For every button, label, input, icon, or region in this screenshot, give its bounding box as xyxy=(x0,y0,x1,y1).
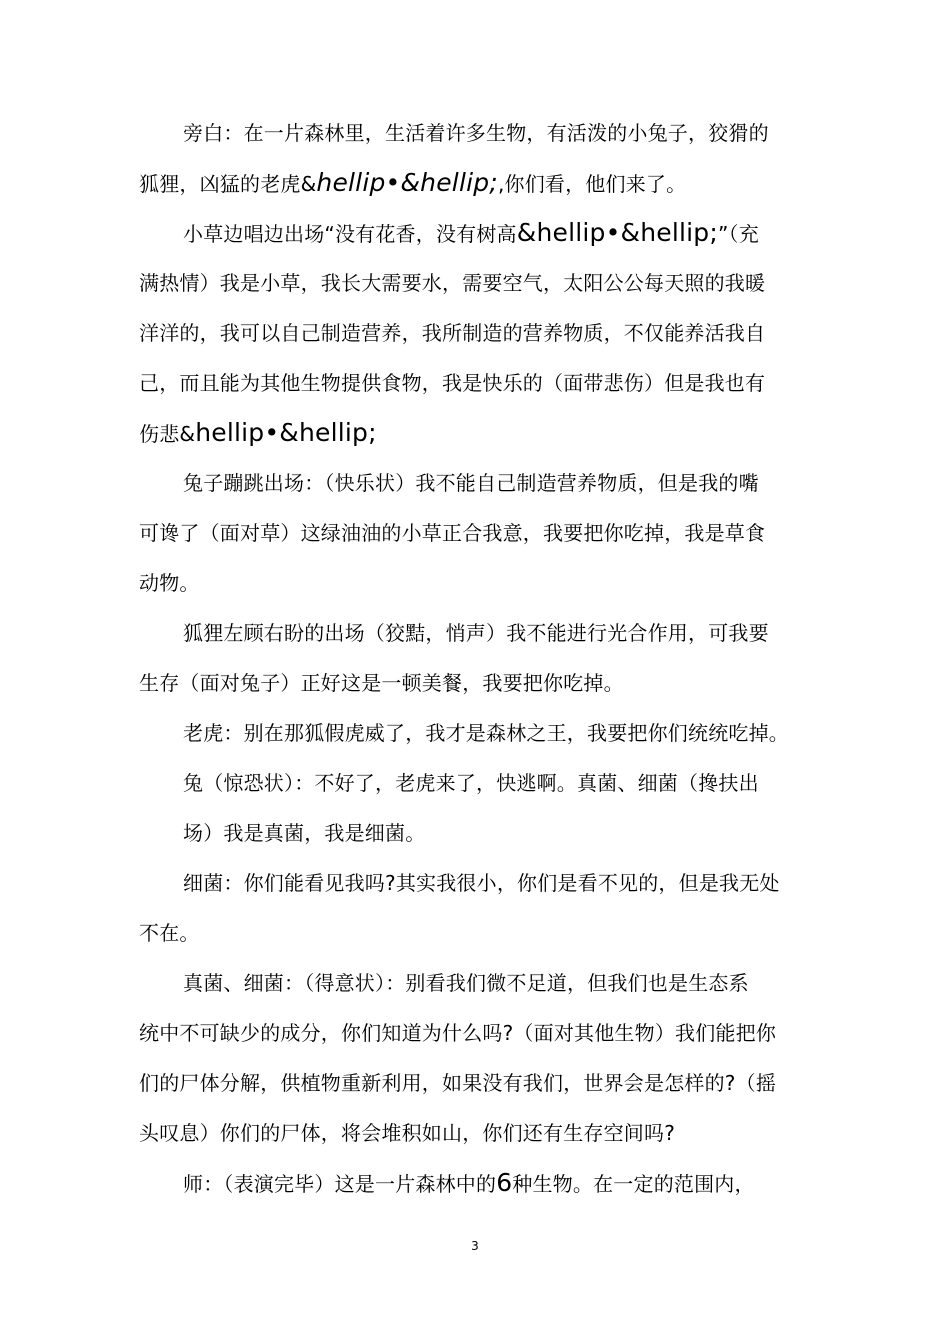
text-line xyxy=(139,1008,829,1058)
text-segment: 种生物。在一定的范围内， xyxy=(512,1172,755,1196)
text-line xyxy=(139,858,829,908)
text-segment: &hellip•&hellip; xyxy=(516,218,718,247)
text-segment: 洋洋的，我可以自己制造营养，我所制造的营养物质，不仅能养活我自 xyxy=(139,321,766,345)
text-line xyxy=(139,508,829,558)
text-line xyxy=(139,458,829,508)
text-segment: 旁白：在一片森林里，生活着许多生物，有活泼的小兔子，狡猾的 xyxy=(183,121,769,145)
text-line xyxy=(139,158,829,208)
text-line xyxy=(139,1108,829,1158)
text-line xyxy=(139,258,829,308)
text-line xyxy=(139,558,829,608)
text-segment: 统中不可缺少的成分，你们知道为什么吗?（面对其他生物）我们能把你 xyxy=(139,1021,777,1045)
text-segment: hellip•&hellip; xyxy=(195,418,377,447)
text-line xyxy=(139,658,829,708)
text-segment: 场）我是真菌，我是细菌。 xyxy=(183,821,426,845)
text-line xyxy=(139,1058,829,1108)
text-segment: hellip•&hellip; xyxy=(316,168,498,197)
text-segment: 老虎：别在那狐假虎威了，我才是森林之王，我要把你们统统吃掉。 xyxy=(183,721,789,745)
text-line xyxy=(139,358,829,408)
text-segment: 6 xyxy=(496,1168,513,1197)
text-segment: 伤悲& xyxy=(139,422,196,446)
text-line xyxy=(139,608,829,658)
text-segment: 真菌、细菌：（得意状）：别看我们微不足道，但我们也是生态系 xyxy=(183,971,749,995)
text-segment: 师：（表演完毕）这是一片森林中的 xyxy=(183,1172,497,1196)
text-line xyxy=(139,908,829,958)
text-line xyxy=(139,758,829,808)
text-line xyxy=(139,708,829,758)
text-line xyxy=(139,408,829,458)
text-segment: ,你们看，他们来了。 xyxy=(497,172,687,196)
text-segment: 己，而且能为其他生物提供食物，我是快乐的（面带悲伤）但是我也有 xyxy=(139,371,766,395)
text-segment: ”（充 xyxy=(718,222,759,246)
text-line xyxy=(139,808,829,858)
text-line xyxy=(139,208,829,258)
text-segment: 生存（面对兔子）正好这是一顿美餐，我要把你吃掉。 xyxy=(139,671,624,695)
text-line xyxy=(139,308,829,358)
text-segment: 狐狸左顾右盼的出场（狡黠，悄声）我不能进行光合作用，可我要 xyxy=(183,621,769,645)
text-segment: 动物。 xyxy=(139,571,200,595)
text-line xyxy=(139,1158,829,1208)
text-segment: 满热情）我是小草，我长大需要水，需要空气，太阳公公每天照的我暖 xyxy=(139,271,766,295)
text-segment: 不在。 xyxy=(139,921,200,945)
text-line xyxy=(139,108,829,158)
text-line xyxy=(139,958,829,1008)
text-segment: 狐狸，凶猛的老虎& xyxy=(139,172,317,196)
text-segment: 头叹息）你们的尸体，将会堆积如山，你们还有生存空间吗? xyxy=(139,1121,676,1145)
text-segment: 小草边唱边出场“没有花香，没有树高 xyxy=(183,222,517,246)
text-segment: 兔子蹦跳出场：（快乐状）我不能自己制造营养物质，但是我的嘴 xyxy=(183,471,759,495)
text-segment: 细菌：你们能看见我吗?其实我很小，你们是看不见的，但是我无处 xyxy=(183,871,780,895)
text-segment: 可谗了（面对草）这绿油油的小草正合我意，我要把你吃掉，我是草食 xyxy=(139,521,766,545)
page-number: 3 xyxy=(471,1239,479,1253)
text-segment: 们的尸体分解，供植物重新利用，如果没有我们，世界会是怎样的?（摇 xyxy=(139,1071,777,1095)
text-segment: 兔（惊恐状）：不好了，老虎来了，快逃啊。真菌、细菌（搀扶出 xyxy=(183,771,759,795)
body-text xyxy=(139,108,829,1208)
